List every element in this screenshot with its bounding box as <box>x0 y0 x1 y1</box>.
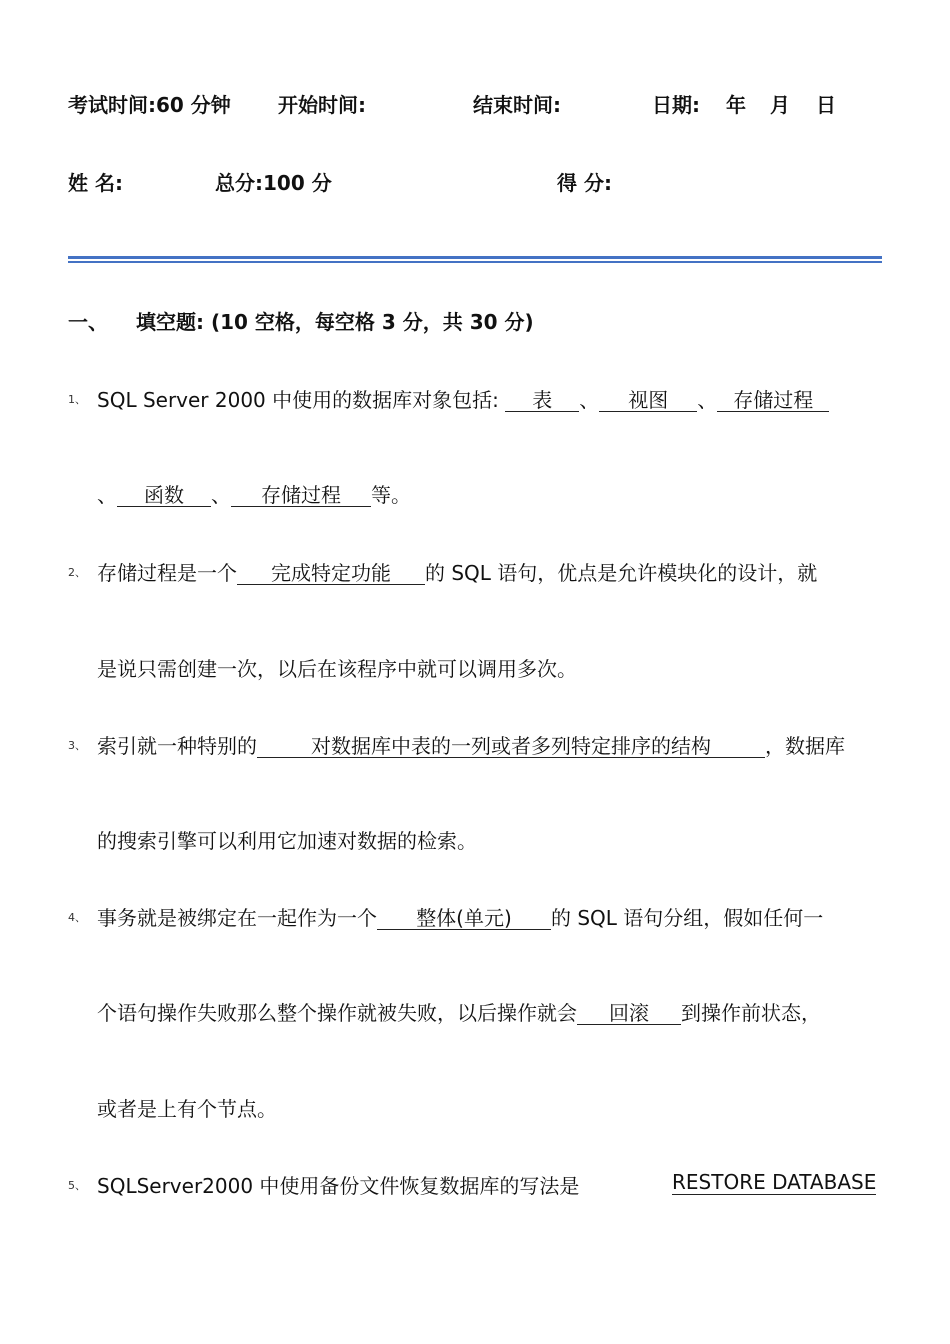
question-4-text-b: 的 SQL 语句分组，假如任何一 <box>551 906 824 930</box>
question-number-1: 1、 <box>68 393 86 406</box>
question-3-line-1 <box>97 730 845 759</box>
question-1-tail: 等。 <box>371 483 411 507</box>
section-title: 填空题: (10 空格，每空格 3 分，共 30 分) <box>136 310 534 334</box>
answer-1-function: 函数 <box>117 484 211 507</box>
question-2-line-1 <box>97 557 817 586</box>
question-2-text-b: 的 SQL 语句，优点是允许模块化的设计，就 <box>425 561 818 585</box>
question-number-4: 4、 <box>68 911 86 924</box>
question-5-line-1 <box>97 1170 579 1199</box>
question-3-line-2: 的搜索引擎可以利用它加速对数据的检索。 <box>97 829 477 853</box>
question-4-text-c: 个语句操作失败那么整个操作就被失败，以后操作就会 <box>97 1001 577 1025</box>
answer-4-rollback: 回滚 <box>577 1002 681 1025</box>
answer-2: 完成特定功能 <box>237 562 425 585</box>
answer-3: 对数据库中表的一列或者多列特定排序的结构 <box>257 735 765 758</box>
answer-1-view: 视图 <box>599 389 697 412</box>
date-label: 日期: <box>652 93 700 117</box>
question-4-line-1 <box>97 902 823 931</box>
day-label: 日 <box>816 93 836 117</box>
question-number-2: 2、 <box>68 566 86 579</box>
question-3-text-b: ，数据库 <box>765 734 845 758</box>
end-time-label: 结束时间: <box>473 93 561 117</box>
start-time-label: 开始时间: <box>278 93 366 117</box>
separator: 、 <box>697 388 718 412</box>
question-3-text: 索引就一种特别的 <box>97 734 257 758</box>
year-label: 年 <box>726 93 746 117</box>
question-4-line-2 <box>97 997 821 1026</box>
header-divider-top <box>68 256 882 259</box>
month-label: 月 <box>770 93 790 117</box>
separator: 、 <box>579 388 600 412</box>
name-label: 姓 名: <box>68 171 123 195</box>
separator: 、 <box>97 483 117 507</box>
answer-1-stored-proc: 存储过程 <box>717 389 829 412</box>
separator: 、 <box>211 483 231 507</box>
question-number-5: 5、 <box>68 1179 86 1192</box>
answer-5-text: RESTORE DATABASE <box>672 1170 877 1194</box>
answer-1-table: 表 <box>505 389 579 412</box>
exam-time: 考试时间:60 分钟 <box>68 93 231 117</box>
question-1-line-2 <box>97 479 411 508</box>
question-2-line-2: 是说只需创建一次，以后在该程序中就可以调用多次。 <box>97 657 577 681</box>
question-4-line-3: 或者是上有个节点。 <box>97 1097 277 1121</box>
question-1-text: SQL Server 2000 中使用的数据库对象包括: <box>97 388 499 412</box>
header-divider-bottom <box>68 261 882 263</box>
question-1-line-1 <box>97 384 829 413</box>
question-2-text: 存储过程是一个 <box>97 561 237 585</box>
question-number-3: 3、 <box>68 739 86 752</box>
section-number: 一、 <box>68 310 108 334</box>
question-5-text: SQLServer2000 中使用备份文件恢复数据库的写法是 <box>97 1174 580 1198</box>
total-score: 总分:100 分 <box>215 171 332 195</box>
question-4-text: 事务就是被绑定在一起作为一个 <box>97 906 377 930</box>
question-4-text-d: 到操作前状态， <box>681 1001 821 1025</box>
score-label: 得 分: <box>557 171 612 195</box>
answer-4: 整体(单元) <box>377 907 551 930</box>
answer-5 <box>672 1170 876 1194</box>
answer-1-stored-proc-2: 存储过程 <box>231 484 371 507</box>
